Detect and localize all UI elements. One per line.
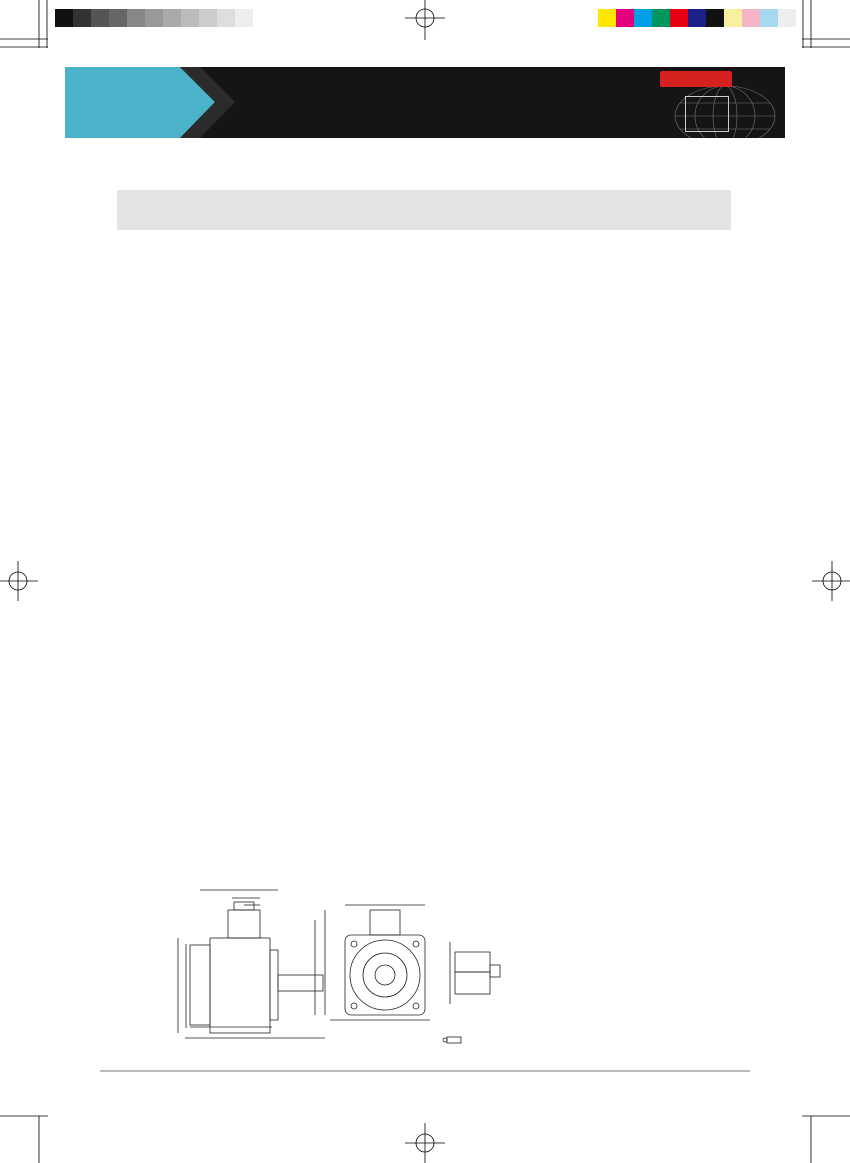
motor-flange-front: [345, 935, 425, 1015]
temp-plot-no-seal: [533, 673, 643, 721]
header-chevron: [140, 67, 250, 138]
footer-rule: [100, 1070, 750, 1072]
encoder-bit-badge: [685, 96, 729, 132]
model-name-box: [117, 190, 731, 230]
speed-torque-plot: [200, 657, 415, 803]
dimension-drawing: [160, 880, 540, 1050]
motor-body-side: [210, 938, 270, 1033]
new-badge: [660, 71, 732, 87]
section-number: [65, 67, 155, 138]
temp-plot-seal: [533, 760, 643, 808]
